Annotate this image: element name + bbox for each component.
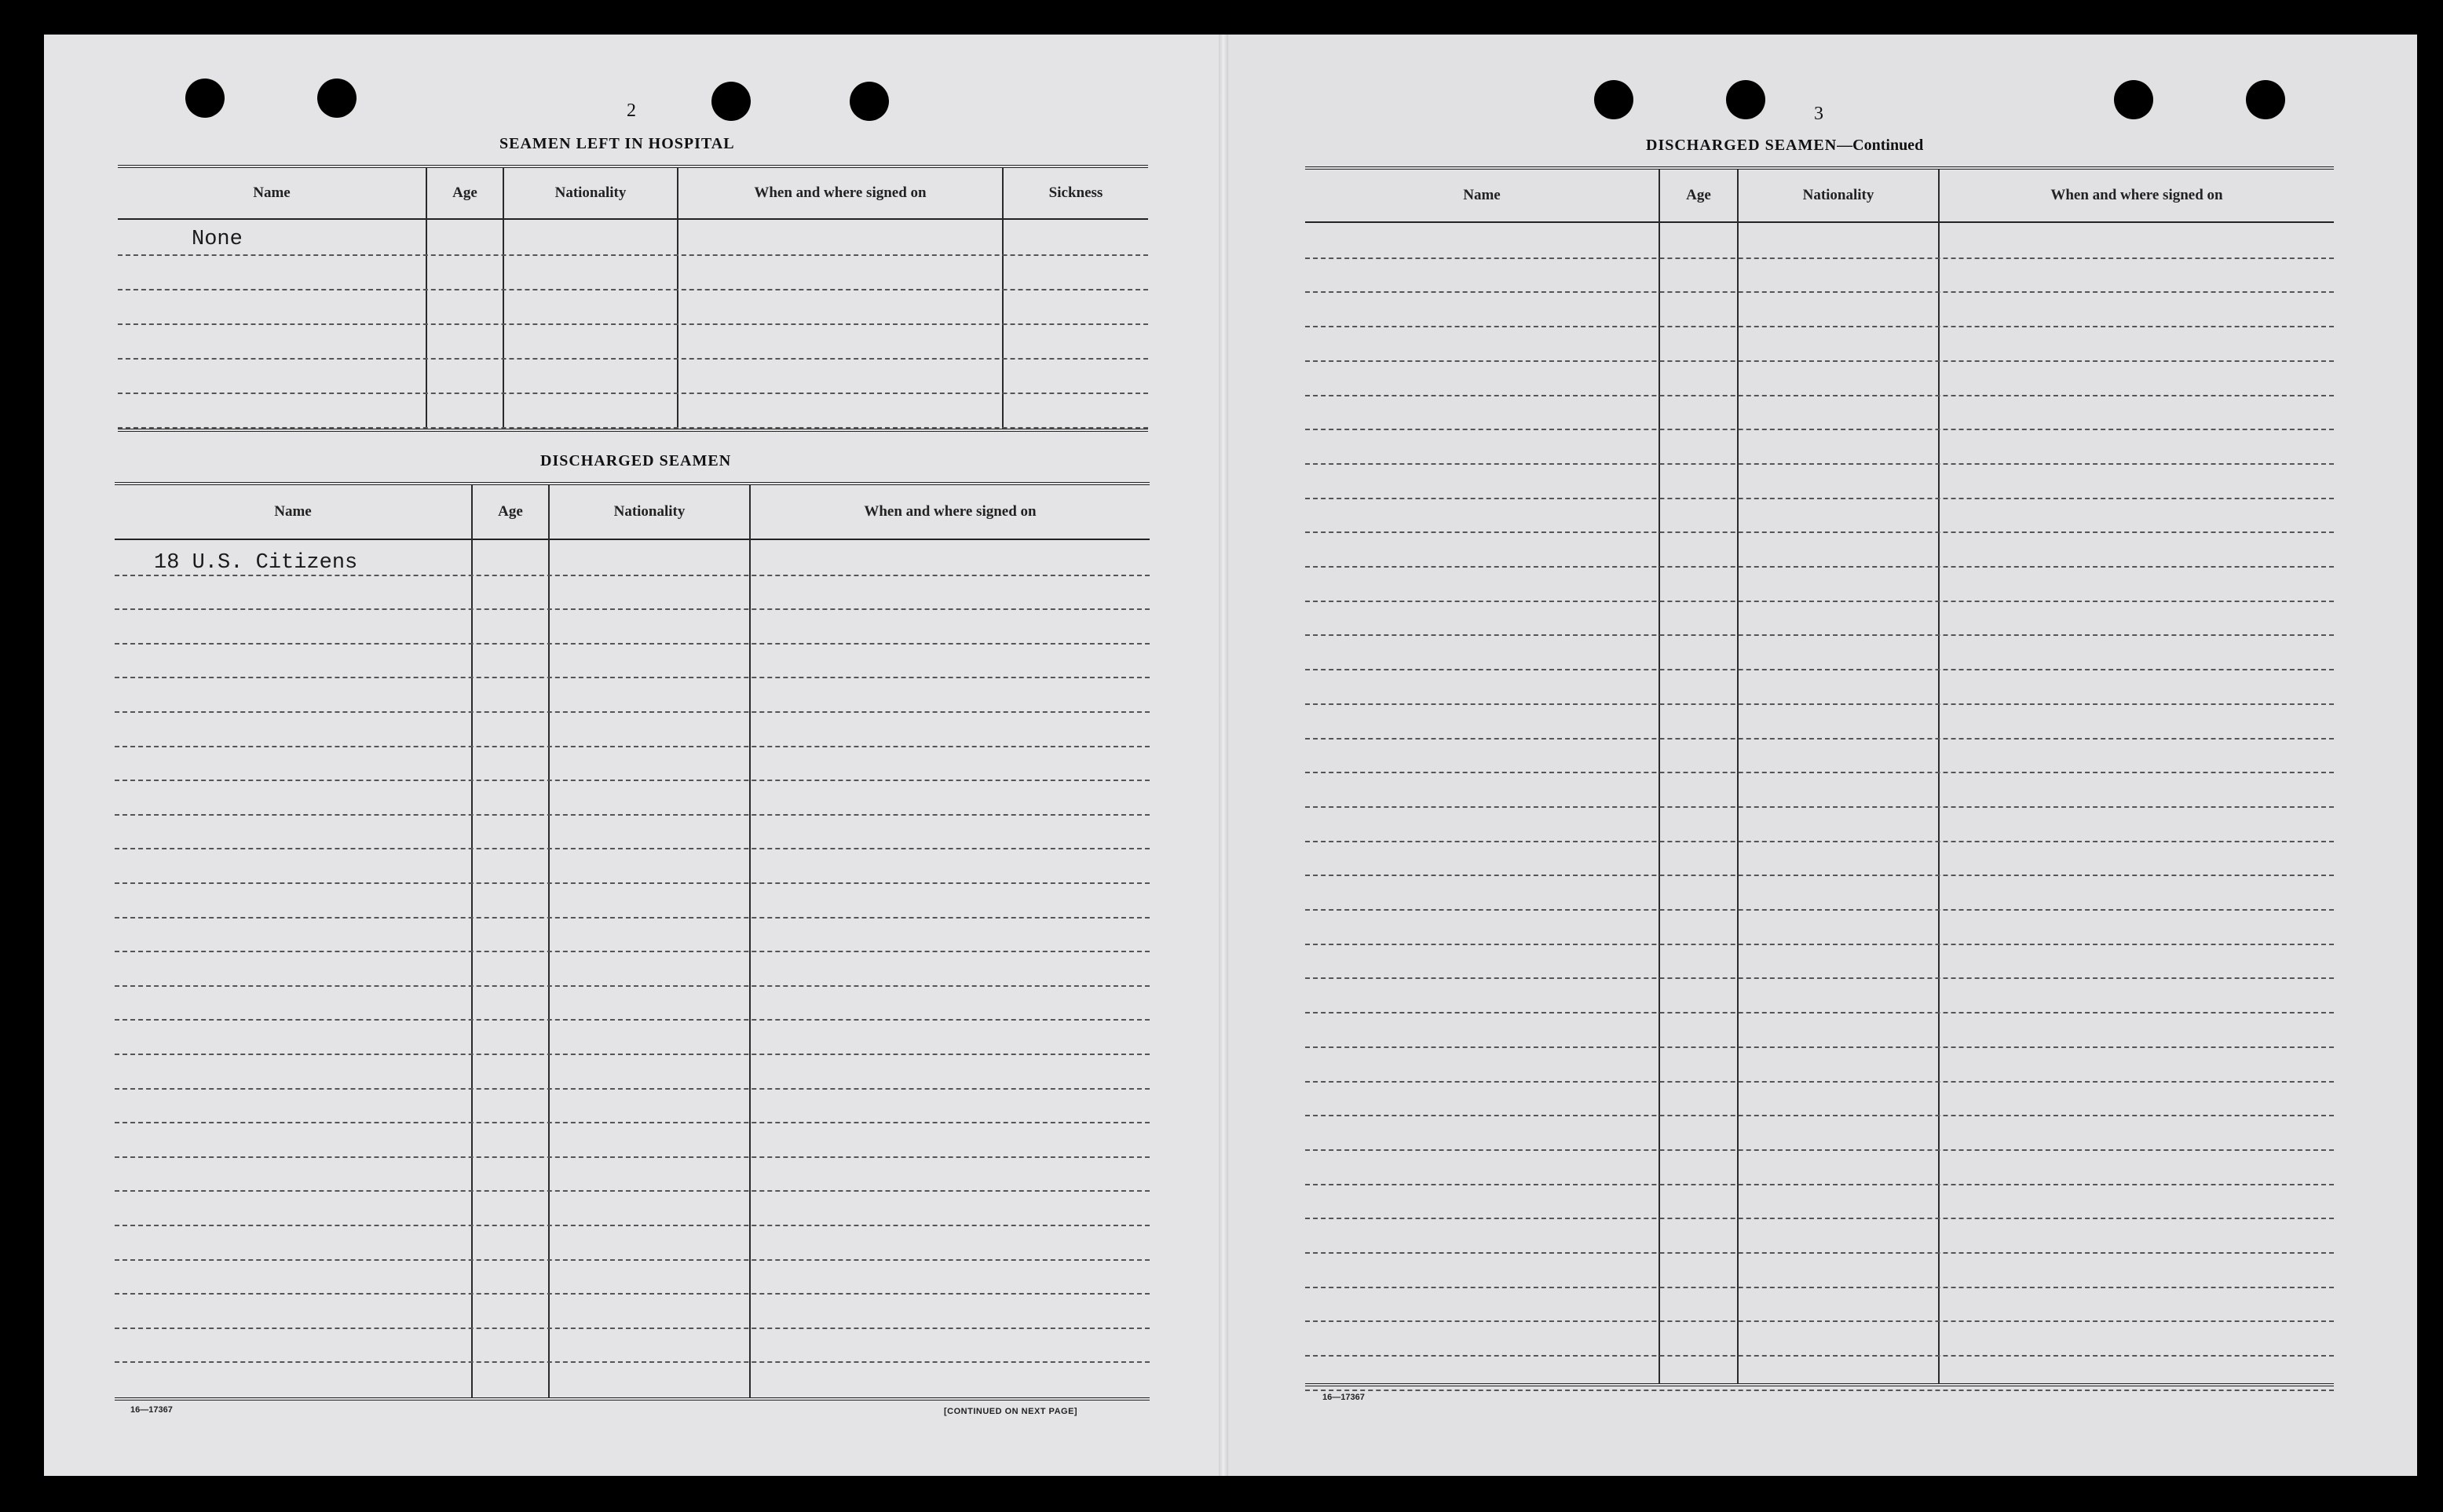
punch-hole xyxy=(850,82,889,121)
row-rule xyxy=(115,780,1150,781)
row-rule xyxy=(115,848,1150,849)
column-divider xyxy=(1659,170,1660,1383)
page-fold xyxy=(1219,35,1228,1476)
page-number-right: 3 xyxy=(1814,104,1823,124)
punch-hole xyxy=(2114,80,2153,119)
row-rule xyxy=(1305,463,2334,465)
column-header-signed-on: When and where signed on xyxy=(754,184,927,201)
discharged-continued-title xyxy=(1646,137,1923,155)
row-rule xyxy=(115,985,1150,987)
column-divider xyxy=(503,168,504,429)
row-rule xyxy=(1305,1252,2334,1254)
row-rule xyxy=(1305,326,2334,327)
row-rule xyxy=(115,814,1150,816)
row-rule xyxy=(1305,1081,2334,1083)
row-rule xyxy=(118,254,1148,256)
row-rule xyxy=(1305,1012,2334,1013)
column-header-nationality: Nationality xyxy=(554,184,627,201)
row-rule xyxy=(115,1293,1150,1295)
column-divider xyxy=(426,168,427,429)
column-header-sickness: Sickness xyxy=(1048,184,1103,201)
row-rule xyxy=(118,427,1148,429)
row-rule xyxy=(1305,1115,2334,1116)
row-rule xyxy=(118,289,1148,290)
continued-on-next-page: [CONTINUED ON NEXT PAGE] xyxy=(944,1407,1078,1416)
row-rule xyxy=(115,1259,1150,1261)
column-divider xyxy=(1002,168,1004,429)
row-rule xyxy=(1305,875,2334,876)
punch-hole xyxy=(1726,80,1765,119)
column-header-name: Name xyxy=(1463,187,1501,203)
row-rule xyxy=(115,643,1150,645)
discharged-continued-header xyxy=(1305,170,2334,223)
page-number-left: 2 xyxy=(627,100,636,121)
column-header-age: Age xyxy=(498,503,523,520)
discharged-table-header xyxy=(115,485,1150,540)
row-rule xyxy=(115,917,1150,919)
discharged-section-title: DISCHARGED SEAMEN xyxy=(540,452,732,469)
punch-hole xyxy=(711,82,751,121)
row-rule xyxy=(1305,1046,2334,1048)
hospital-section-title: SEAMEN LEFT IN HOSPITAL xyxy=(499,135,735,152)
row-rule xyxy=(115,1361,1150,1363)
row-rule xyxy=(1305,1149,2334,1151)
row-rule xyxy=(118,323,1148,325)
row-rule xyxy=(115,951,1150,952)
row-rule xyxy=(1305,291,2334,293)
row-rule xyxy=(115,1019,1150,1021)
form-number-left: 16—17367 xyxy=(130,1405,173,1415)
row-rule xyxy=(1305,841,2334,842)
row-rule xyxy=(115,608,1150,610)
discharged-entry-name: 18 U.S. Citizens xyxy=(154,551,358,575)
row-rule xyxy=(1305,1287,2334,1288)
row-rule xyxy=(1305,498,2334,499)
column-divider xyxy=(548,485,550,1397)
row-rule xyxy=(1305,977,2334,979)
row-rule xyxy=(1305,944,2334,945)
row-rule xyxy=(118,358,1148,360)
row-rule xyxy=(1305,1184,2334,1185)
row-rule xyxy=(1305,429,2334,430)
column-divider xyxy=(677,168,678,429)
row-rule xyxy=(1305,772,2334,773)
row-rule xyxy=(1305,257,2334,259)
row-rule xyxy=(115,1328,1150,1329)
column-divider xyxy=(749,485,751,1397)
row-rule xyxy=(115,575,1150,576)
row-rule xyxy=(1305,360,2334,362)
row-rule xyxy=(1305,634,2334,636)
column-header-age: Age xyxy=(452,184,477,201)
row-rule xyxy=(115,711,1150,713)
column-divider xyxy=(1737,170,1739,1383)
row-rule xyxy=(115,1190,1150,1192)
row-rule xyxy=(1305,1355,2334,1357)
row-rule xyxy=(1305,601,2334,602)
column-header-name: Name xyxy=(274,503,312,520)
column-header-age: Age xyxy=(1686,187,1711,203)
title-suffix: —Continued xyxy=(1837,137,1924,154)
row-rule xyxy=(115,1225,1150,1226)
column-divider xyxy=(1938,170,1940,1383)
row-rule xyxy=(1305,738,2334,740)
row-rule xyxy=(115,1122,1150,1123)
row-rule xyxy=(1305,566,2334,568)
form-number-right: 16—17367 xyxy=(1322,1393,1365,1402)
punch-hole xyxy=(185,79,225,118)
row-rule xyxy=(1305,909,2334,911)
punch-hole xyxy=(317,79,357,118)
row-rule xyxy=(115,1156,1150,1158)
row-rule xyxy=(1305,395,2334,396)
hospital-entry-name: None xyxy=(192,228,243,251)
title-main: DISCHARGED SEAMEN xyxy=(1646,137,1838,154)
column-header-name: Name xyxy=(253,184,291,201)
hospital-table-header xyxy=(118,168,1148,220)
column-header-signed-on: When and where signed on xyxy=(2050,187,2223,203)
hospital-table xyxy=(118,165,1148,432)
row-rule xyxy=(1305,703,2334,705)
column-header-nationality: Nationality xyxy=(1802,187,1874,203)
row-rule xyxy=(115,1088,1150,1090)
column-header-signed-on: When and where signed on xyxy=(864,503,1037,520)
row-rule xyxy=(1305,669,2334,670)
row-rule xyxy=(1305,1320,2334,1322)
row-rule xyxy=(115,746,1150,747)
row-rule xyxy=(1305,531,2334,533)
row-rule xyxy=(1305,806,2334,808)
row-rule xyxy=(115,882,1150,884)
punch-hole xyxy=(1594,80,1633,119)
row-rule xyxy=(115,1054,1150,1055)
column-divider xyxy=(471,485,473,1397)
discharged-continued-table xyxy=(1305,166,2334,1386)
row-rule xyxy=(1305,1218,2334,1219)
discharged-table xyxy=(115,482,1150,1401)
punch-hole xyxy=(2246,80,2285,119)
column-header-nationality: Nationality xyxy=(613,503,686,520)
row-rule xyxy=(118,393,1148,394)
row-rule xyxy=(1305,1390,2334,1391)
row-rule xyxy=(115,677,1150,678)
